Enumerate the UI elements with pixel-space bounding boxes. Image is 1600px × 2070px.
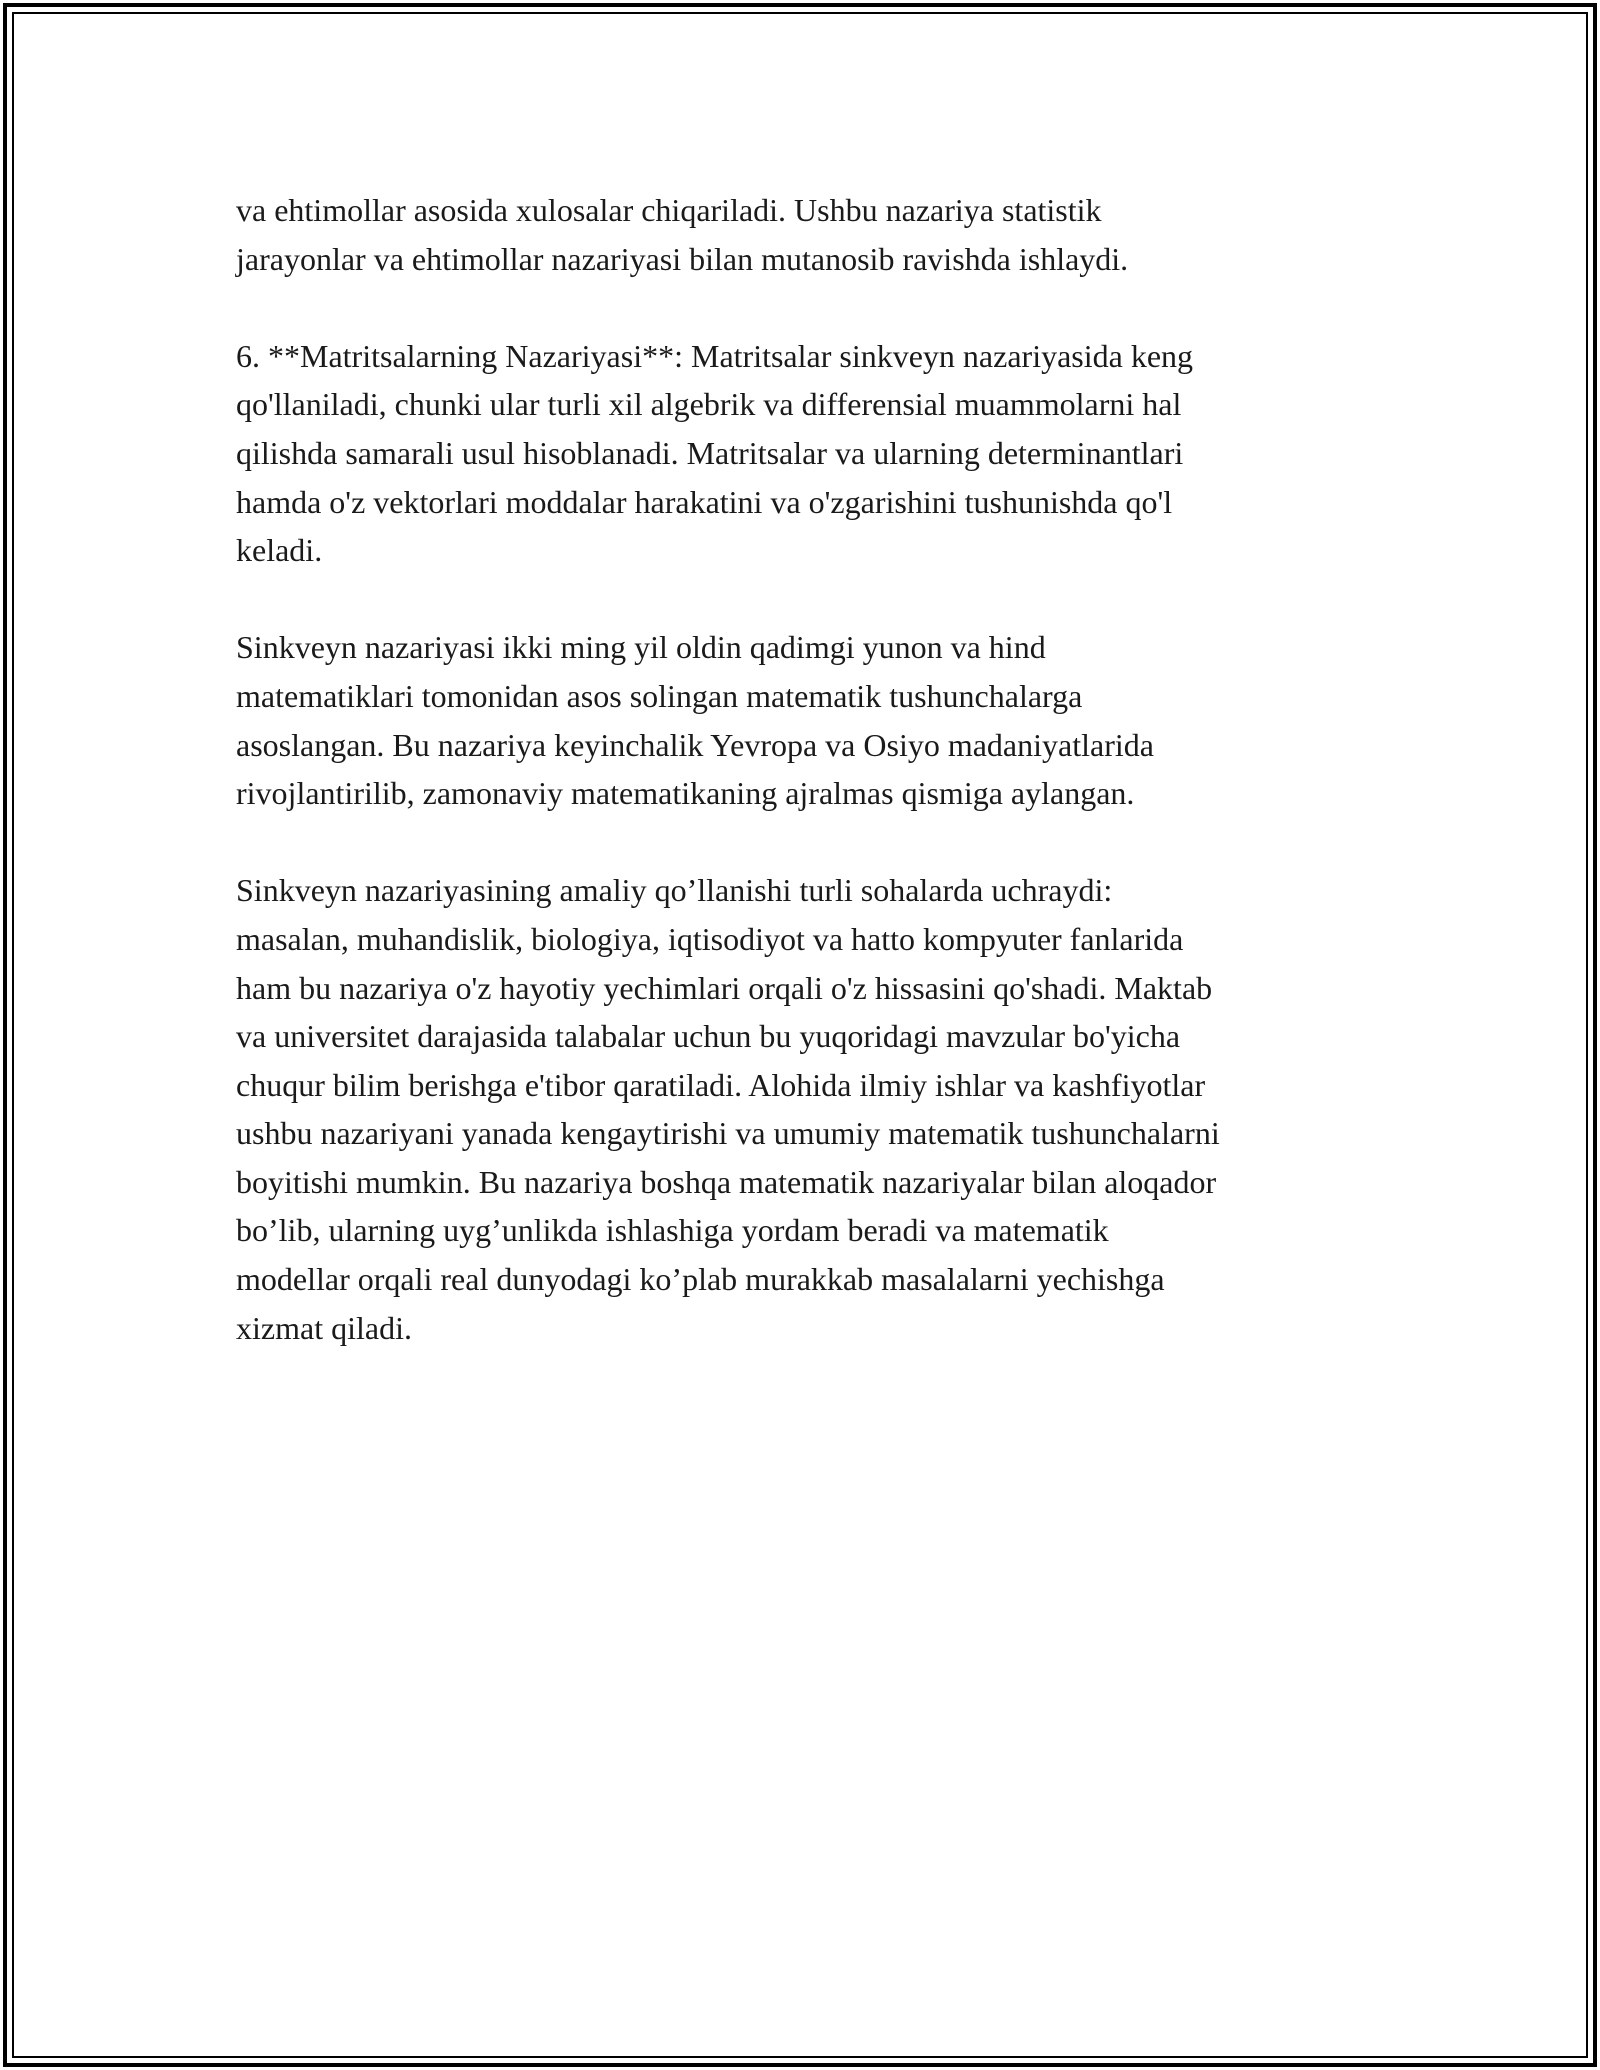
text-line: va universitet darajasida talabalar uchun bu yuqoridagi mavzular bo'yicha — [236, 1018, 1181, 1055]
document-body — [236, 186, 1366, 1401]
text-line: matematiklari tomonidan asos solingan matematik tushunchalarga — [236, 677, 1083, 714]
text-line: masalan, muhandislik, biologiya, iqtisodiyot va hatto kompyuter fanlarida — [236, 920, 1184, 957]
text-line: 6. **Matritsalarning Nazariyasi**: Matritsalar sinkveyn nazariyasida keng — [236, 337, 1194, 374]
paragraph-applications — [236, 866, 1366, 1352]
text-line: ushbu nazariyani yanada kengaytirishi va umumiy matematik tushunchalarni — [236, 1115, 1220, 1152]
text-line: bo’lib, ularning uyg’unlikda ishlashiga yordam beradi va matematik — [236, 1212, 1109, 1249]
text-line: modellar orqali real dunyodagi ko’plab murakkab masalalarni yechishga — [236, 1261, 1165, 1298]
text-line: Sinkveyn nazariyasi ikki ming yil oldin qadimgi yunon va hind — [236, 629, 1046, 666]
text-line: ham bu nazariya o'z hayotiy yechimlari orqali o'z hissasini qo'shadi. Maktab — [236, 969, 1213, 1006]
text-line: va ehtimollar asosida xulosalar chiqariladi. Ushbu nazariya statistik — [236, 192, 1102, 228]
text-line: hamda o'z vektorlari moddalar harakatini va o'zgarishini tushunishda qo'l — [236, 483, 1173, 520]
text-line: qo'llaniladi, chunki ular turli xil algebrik va differensial muammolarni hal — [236, 386, 1182, 423]
paragraph-matrix-theory — [236, 332, 1366, 575]
text-line: qilishda samarali usul hisoblanadi. Matritsalar va ularning determinantlari — [236, 434, 1184, 471]
text-line: boyitishi mumkin. Bu nazariya boshqa matematik nazariyalar bilan aloqador — [236, 1163, 1217, 1200]
text-line: Sinkveyn nazariyasining amaliy qo’llanishi turli sohalarda uchraydi: — [236, 872, 1113, 909]
text-line: asoslangan. Bu nazariya keyinchalik Yevropa va Osiyo madaniyatlarida — [236, 726, 1154, 763]
paragraph-statistics-continuation — [236, 186, 1366, 283]
text-line: keladi. — [236, 532, 323, 569]
text-line: chuqur bilim berishga e'tibor qaratiladi. Alohida ilmiy ishlar va kashfiyotlar — [236, 1066, 1206, 1103]
text-line: jarayonlar va ehtimollar nazariyasi bilan mutanosib ravishda ishlaydi. — [236, 240, 1129, 277]
text-line: rivojlantirilib, zamonaviy matematikaning ajralmas qismiga aylangan. — [236, 775, 1135, 812]
text-line: xizmat qiladi. — [236, 1309, 412, 1346]
paragraph-history — [236, 623, 1366, 817]
